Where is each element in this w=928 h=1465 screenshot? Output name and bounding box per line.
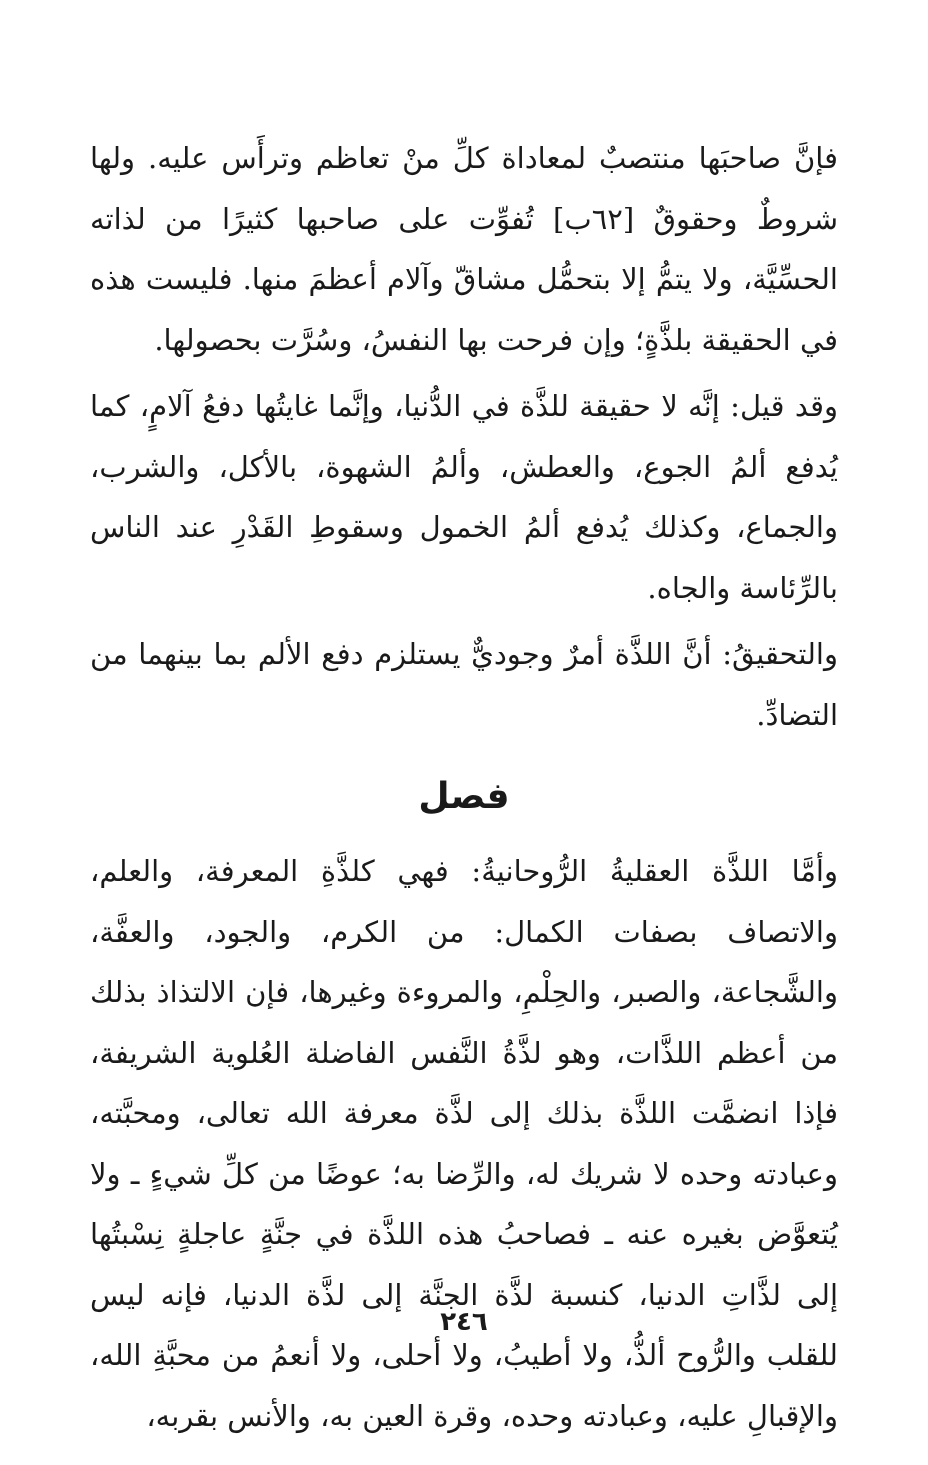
paragraph-1: فإنَّ صاحبَها منتصبٌ لمعاداة كلِّ منْ تعاظم وترأَس عليه. ولها شروطٌ وحقوقٌ [٦٢ب] تُفوِّت على صاحبها كثيرًا من لذاته الحسِّيَّة، ولا يتمُّ إلا بتحمُّل مشاقّ وآلام أعظمَ منها. فليست هذه في الحقيقة بلذَّةٍ؛ وإن فرحت بها النفسُ، وسُرَّت بحصولها.	[90, 141, 838, 357]
page-number: ٢٤٦	[440, 1307, 488, 1337]
paragraph-3: والتحقيقُ: أنَّ اللذَّة أمرٌ وجوديٌّ يستلزم دفع الألم بما بينهما من التضادِّ.	[90, 637, 838, 732]
section-heading: فصل	[418, 776, 510, 817]
paragraph-2: وقد قيل: إنَّه لا حقيقة للذَّة في الدُّنيا، وإنَّما غايتُها دفعُ آلامٍ، كما يُدفع ألمُ الجوع، والعطش، وألمُ الشهوة، بالأكل، والشرب، والجماع، وكذلك يُدفع ألمُ الخمول وسقوطِ القَدْرِ عند الناس بالرِّئاسة والجاه.	[90, 389, 838, 605]
section-paragraph: وأمَّا اللذَّة العقليةُ الرُّوحانيةُ: فهي كلذَّةِ المعرفة، والعلم، والاتصاف بصفات الكمال: من الكرم، والجود، والعفَّة، والشَّجاعة، والصبر، والحِلْمِ، والمروءة وغيرها، فإن الالتذاذ بذلك من أعظم اللذَّات، وهو لذَّةُ النَّفس الفاضلة العُلوية الشريفة، فإذا انضمَّت اللذَّة بذلك إلى لذَّة معرفة الله تعالى، ومحبَّته، وعبادته وحده لا شريك له، والرِّضا به؛ عوضًا من كلِّ شيءٍ ـ ولا يُتعوَّض بغيره عنه ـ فصاحبُ هذه اللذَّة في جنَّةٍ عاجلةٍ نِسْبتُها إلى لذَّاتِ الدنيا، كنسبة لذَّة الجنَّة إلى لذَّة الدنيا، فإنه ليس للقلب والرُّوح ألذُّ، ولا أطيبُ، ولا أحلى، ولا أنعمُ من محبَّةِ الله، والإقبالِ عليه، وعبادته وحده، وقرة العين به، والأنس بقربه،	[90, 854, 838, 1433]
page-body	[90, 128, 838, 1446]
